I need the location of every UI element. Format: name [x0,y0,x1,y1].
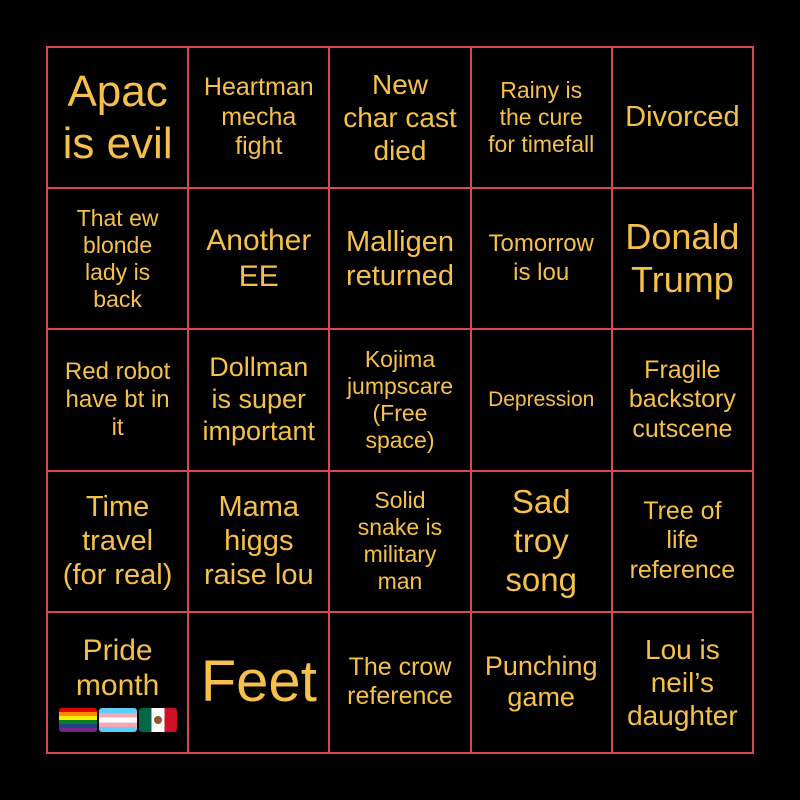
cell-label: Another EE [206,224,312,293]
bingo-cell-2[interactable] [188,47,329,188]
mexico-flag-icon [139,708,177,732]
bingo-cell-16[interactable] [47,471,188,612]
cell-label: Solid snake is military man [357,486,443,595]
bingo-cell-9[interactable] [471,188,612,329]
cell-label: New char cast died [343,69,457,167]
bingo-cell-21[interactable] [47,612,188,753]
cell-label: Kojima jumpscare (Free space) [346,345,454,454]
cell-label: Heartman mecha fight [203,73,314,161]
bingo-cell-6[interactable] [47,188,188,329]
rainbow-flag-icon [59,708,97,732]
cell-label: Tomorrow is lou [488,230,594,286]
cell-label: Time travel (for real) [62,490,173,592]
bingo-cell-3[interactable] [329,47,470,188]
cell-label: The crow reference [347,652,453,711]
bingo-cell-23[interactable] [329,612,470,753]
bingo-cell-1[interactable] [47,47,188,188]
cell-label: Feet [200,649,317,715]
cell-label: Divorced [625,101,740,134]
bingo-cell-24[interactable] [471,612,612,753]
cell-label: Tree of life reference [629,496,736,584]
bingo-cell-10[interactable] [612,188,753,329]
bingo-cell-5[interactable] [612,47,753,188]
bingo-cell-20[interactable] [612,471,753,612]
cell-label: Apac is evil [62,66,173,168]
bingo-cell-7[interactable] [188,188,329,329]
bingo-cell-25[interactable] [612,612,753,753]
bingo-cell-13[interactable] [329,329,470,470]
bingo-cell-12[interactable] [188,329,329,470]
bingo-cell-14[interactable] [471,329,612,470]
cell-label: Rainy is the cure for timefall [488,76,595,158]
cell-label: Malligen returned [345,225,454,292]
cell-label: Lou is neil’s daughter [627,633,738,731]
bingo-cell-17[interactable] [188,471,329,612]
cell-label: Sad troy song [505,482,577,598]
cell-label: Depression [488,387,595,411]
cell-label: Donald Trump [625,216,740,300]
cell-label: Dollman is super important [202,352,316,446]
bingo-cell-19[interactable] [471,471,612,612]
bingo-board [46,46,754,754]
cell-label: That ew blonde lady is back [76,204,159,312]
cell-label: Red robot have bt in it [64,357,171,442]
cell-label: Mama higgs raise lou [203,490,314,592]
bingo-cell-18[interactable] [329,471,470,612]
bingo-cell-22[interactable] [188,612,329,753]
cell-label: Pride month [75,634,160,703]
transgender-flag-icon [99,708,137,732]
cell-label: Punching game [484,650,598,713]
cell-label: Fragile backstory cutscene [628,355,736,443]
bingo-cell-15[interactable] [612,329,753,470]
bingo-cell-4[interactable] [471,47,612,188]
bingo-cell-11[interactable] [47,329,188,470]
pride-flags [59,708,177,732]
bingo-cell-8[interactable] [329,188,470,329]
